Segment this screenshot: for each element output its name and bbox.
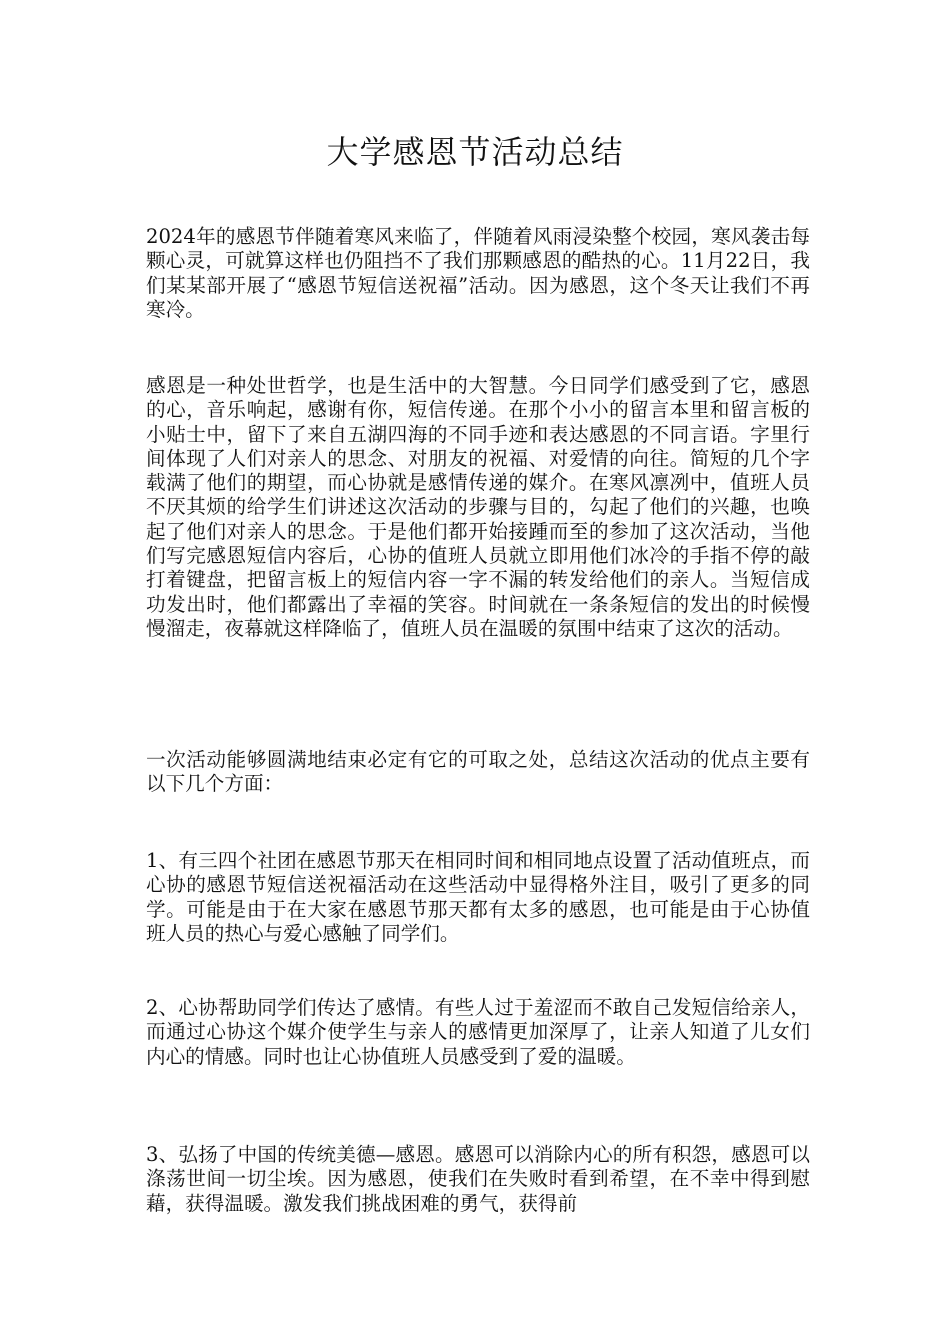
paragraph-gratitude: 感恩是一种处世哲学，也是生活中的大智慧。今日同学们感受到了它，感恩的心，音乐响起，感谢有你，短信传递。在那个小小的留言本里和留言板的小贴士中，留下了来自五湖四海的不同手迹和表达感恩的不同言语。字里行间体现了人们对亲人的思念、对朋友的祝福、对爱情的向往。简短的几个字载满了他们的期望，而心协就是感情传递的媒介。在寒风凛冽中，值班人员不厌其烦的给学生们讲述这次活动的步骤与目的，勾起了他们的兴趣，也唤起了他们对亲人的思念。于是他们都开始接踵而至的参加了这次活动，当他们写完感恩短信内容后，心协的值班人员就立即用他们冰冷的手指不停的敲打着键盘，把留言板上的短信内容一字不漏的转发给他们的亲人。当短信成功发出时，他们都露出了幸福的笑容。时间就在一条条短信的发出的时候慢慢溜走，夜幕就这样降临了，值班人员在温暖的氛围中结束了这次的活动。 xyxy=(146,374,810,640)
paragraph-point-1: 1、有三四个社团在感恩节那天在相同时间和相同地点设置了活动值班点，而心协的感恩节短信送祝福活动在这些活动中显得格外注目，吸引了更多的同学。可能是由于在大家在感恩节那天都有太多的感恩，也可能是由于心协值班人员的热心与爱心感触了同学们。 xyxy=(146,849,810,945)
paragraph-point-2: 2、心协帮助同学们传达了感情。有些人过于羞涩而不敢自己发短信给亲人，而通过心协这个媒介使学生与亲人的感情更加深厚了，让亲人知道了儿女们内心的情感。同时也让心协值班人员感受到了爱的温暖。 xyxy=(146,996,810,1068)
paragraph-intro: 2024年的感恩节伴随着寒风来临了，伴随着风雨浸染整个校园，寒风袭击每颗心灵，可就算这样也仍阻挡不了我们那颗感恩的酷热的心。11月22日，我们某某部开展了“感恩节短信送祝福”活动。因为感恩，这个冬天让我们不再寒冷。 xyxy=(146,225,810,321)
paragraph-point-3: 3、弘扬了中国的传统美德—感恩。感恩可以消除内心的所有积怨，感恩可以涤荡世间一切尘埃。因为感恩，使我们在失败时看到希望，在不幸中得到慰藉，获得温暖。激发我们挑战困难的勇气，获得前 xyxy=(146,1143,810,1215)
paragraph-summary-lead: 一次活动能够圆满地结束必定有它的可取之处，总结这次活动的优点主要有以下几个方面： xyxy=(146,748,810,796)
document-title: 大学感恩节活动总结 xyxy=(326,133,624,171)
